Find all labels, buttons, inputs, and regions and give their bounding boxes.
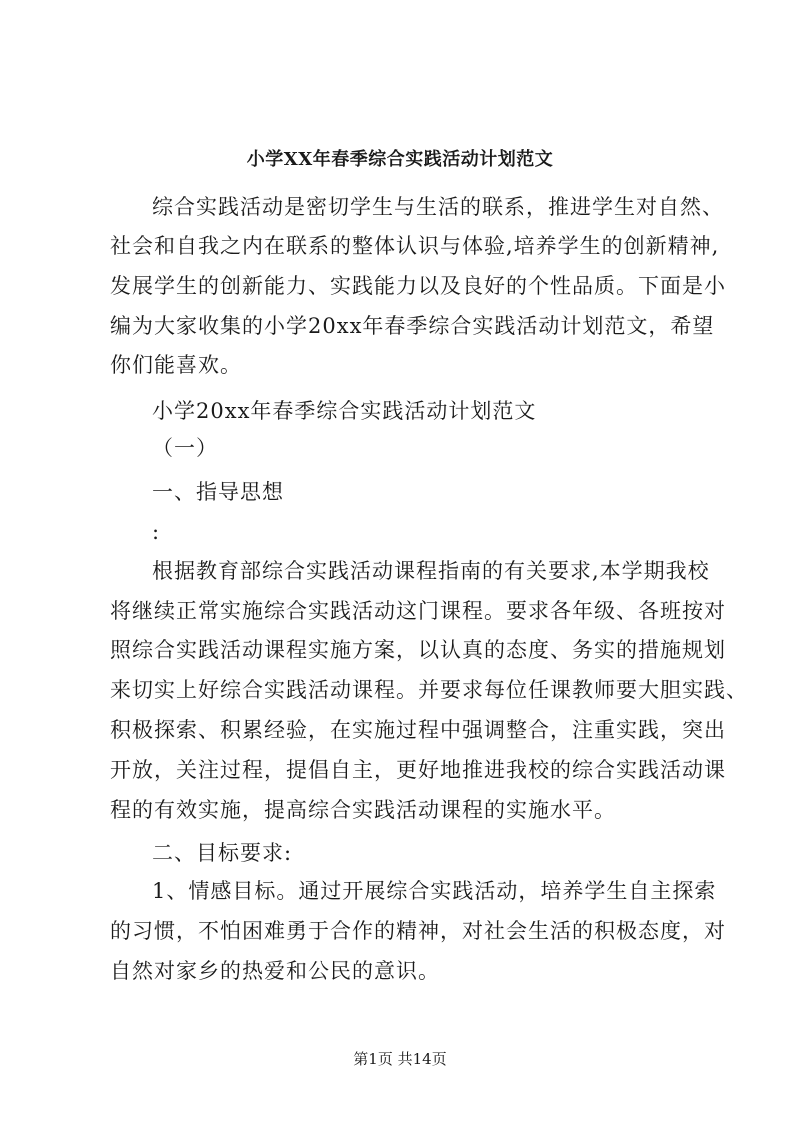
document-title: 小学XX年春季综合实践活动计划范文 <box>246 149 554 170</box>
paragraph-line: 积极探索、积累经验，在实施过程中强调整合，注重实践，突出 <box>110 718 726 742</box>
paragraph-line: 你们能喜欢。 <box>110 353 242 377</box>
section-heading: 小学20xx年春季综合实践活动计划范文 <box>152 399 537 423</box>
paragraph-line: 照综合实践活动课程实施方案，以认真的态度、务实的措施规划 <box>110 638 726 662</box>
paragraph-line: 的习惯，不怕困难勇于合作的精神，对社会生活的积极态度，对 <box>110 919 726 943</box>
paragraph-line: 发展学生的创新能力、实践能力以及良好的个性品质。下面是小 <box>110 274 726 298</box>
paragraph-line: 将继续正常实施综合实践活动这门课程。要求各年级、各班按对 <box>110 599 726 623</box>
paragraph-line: 综合实践活动是密切学生与生活的联系，推进学生对自然、 <box>152 195 724 219</box>
paragraph-line: 编为大家收集的小学20xx年春季综合实践活动计划范文，希望 <box>110 314 715 338</box>
paragraph-line: 1、情感目标。通过开展综合实践活动，培养学生自主探索 <box>152 879 717 903</box>
paragraph-line: 社会和自我之内在联系的整体认识与体验,培养学生的创新精神, <box>110 234 720 258</box>
punctuation-line: : <box>152 520 161 544</box>
page-number: 第1页 共14页 <box>353 1050 447 1068</box>
paragraph-line: 根据教育部综合实践活动课程指南的有关要求,本学期我校 <box>152 559 710 583</box>
paragraph-line: 自然对家乡的热爱和公民的意识。 <box>110 959 440 983</box>
paragraph-line: 程的有效实施，提高综合实践活动课程的实施水平。 <box>110 798 616 822</box>
paragraph-line: 来切实上好综合实践活动课程。并要求每位任课教师要大胆实践、 <box>110 678 748 702</box>
paragraph-line: 开放，关注过程，提倡自主，更好地推进我校的综合实践活动课 <box>110 758 726 782</box>
section-number: （一） <box>152 436 218 460</box>
section-heading: 一、指导思想 <box>152 480 284 504</box>
section-heading: 二、目标要求: <box>152 841 293 865</box>
